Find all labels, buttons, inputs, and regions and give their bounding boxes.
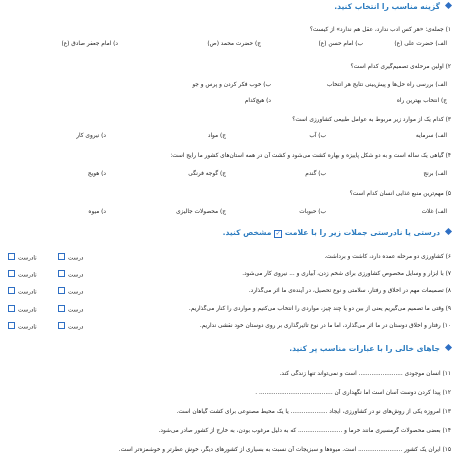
q4-option-c[interactable]: ج) گوجه فرنگی [188,171,226,177]
tf-row-6 [6,253,451,261]
false-checkbox[interactable] [8,253,15,260]
question-2: ۲) اولین مرحله‌ی تصمیم‌گیری کدام است؟ [350,64,451,70]
fill-blank-12: ۱۲) پیدا کردن دوست آسان است اما نگهداری آن ........................................ . [255,390,451,396]
tf-statement-10: ۱۰) رفتار و اخلاق دوستان در ما اثر می‌گذارد، اما ما در نوع تأثیرگذاری بر روی دوستان خود نقشی نداریم. [199,323,451,329]
question-4-options [6,170,451,178]
q2-option-a[interactable]: الف) بررسی راه حل‌ها و پیش‌بینی نتایج هر انتخاب [326,82,447,88]
section2-title: درستی یا نادرستی جملات زیر را با علامت [284,228,440,237]
false-checkbox[interactable] [8,322,15,329]
q2-option-b[interactable]: ب) خوب فکر کردن و پرس و جو [192,82,271,88]
false-checkbox[interactable] [8,305,15,312]
true-checkbox[interactable] [58,322,65,329]
true-label: درست [68,272,84,278]
true-checkbox[interactable] [58,270,65,277]
true-checkbox[interactable] [58,305,65,312]
true-option[interactable] [58,287,83,295]
q2-option-c[interactable]: ج) انتخاب بهترین راه [396,98,447,104]
q4-option-a[interactable]: الف) برنج [423,171,447,177]
tf-options-8 [6,287,111,295]
tf-options-7 [6,270,111,278]
false-label: نادرست [18,289,37,295]
diamond-bullet-icon [445,344,452,351]
true-checkbox[interactable] [58,253,65,260]
tf-statement-7: ۷) با ابزار و وسایل مخصوص کشاورزی برای شخم زدن، آبیاری و ... نیروی کار می‌شود. [242,271,451,277]
section2-title-tail: مشخص کنید. [222,228,272,237]
true-option[interactable] [58,253,83,261]
q3-option-d[interactable]: د) نیروی کار [76,133,106,139]
q1-option-c[interactable]: ج) حضرت محمد (ص) [207,41,261,47]
section2-heading [6,228,451,238]
q2-option-d[interactable]: د) هیچ‌کدام [244,98,271,104]
section3-title: جاهای خالی را با عبارات مناسب پر کنید. [289,344,440,353]
false-option[interactable] [8,287,37,295]
false-label: نادرست [18,324,37,330]
tf-statement-6: ۶) کشاورزی دو مرحله عمده دارد، کاشت و برداشت. [324,254,451,260]
section1-heading [6,2,451,12]
true-option[interactable] [58,270,83,278]
question-1-options [6,40,451,48]
tf-statement-8: ۸) تصمیمات مهم در اخلاق و رفتار، سلامتی و نوع تحصیل، در آینده‌ی ما اثر می‌گذارد. [248,288,451,294]
tf-options-9 [6,305,111,313]
true-option[interactable] [58,305,83,313]
question-1: ۱) جمله‌ی: «هر کس ادب ندارد، عقل هم ندارد» از کیست؟ [309,27,451,33]
section3-heading [6,344,451,354]
tf-row-10 [6,322,451,330]
q5-option-d[interactable]: د) میوه [88,209,106,215]
false-label: نادرست [18,255,37,261]
true-label: درست [68,324,84,330]
tf-options-6 [6,253,111,261]
tf-row-9 [6,305,451,313]
false-label: نادرست [18,272,37,278]
q1-option-d[interactable]: د) امام جعفر صادق (ع) [61,41,118,47]
tf-statement-9: ۹) وقتی ما تصمیم می‌گیریم یعنی از بین دو یا چند چیز، مواردی را انتخاب می‌کنیم و مواردی را کنار می‌گذاریم. [188,306,451,312]
q3-option-b[interactable]: ب) آب [309,133,326,139]
q3-option-c[interactable]: ج) مواد [207,133,226,139]
diamond-bullet-icon [445,2,452,9]
question-2-options-row2 [6,97,451,105]
section1-title: گزینه مناسب را انتخاب کنید. [334,2,440,11]
true-label: درست [68,307,84,313]
tf-row-8 [6,287,451,295]
true-label: درست [68,289,84,295]
question-2-options-row1 [6,81,451,89]
false-option[interactable] [8,253,37,261]
checkmark-box-icon: ✓ [275,230,281,237]
q1-option-a[interactable]: الف) حضرت علی (ع) [394,41,447,47]
false-option[interactable] [8,270,37,278]
true-option[interactable] [58,322,83,330]
question-3-options [6,132,451,140]
diamond-bullet-icon [445,228,452,235]
false-option[interactable] [8,305,37,313]
question-5-options [6,208,451,216]
tf-options-10 [6,322,111,330]
q5-option-c[interactable]: ج) محصولات جالیزی [176,209,226,215]
q4-option-d[interactable]: د) هویج [87,171,106,177]
fill-blank-14: ۱۴) بعضی محصولات گرمسیری مانند خرما و ........................ که به دلیل مرغوب بودن، به خارج از کشور صادر می‌شود. [158,428,451,434]
question-3: ۳) کدام یک از موارد زیر مربوط به عوامل طبیعی کشاورزی است؟ [292,117,451,123]
fill-blank-13: ۱۳) امروزه یکی از روش‌های نو در کشاورزی، ایجاد .................... یا یک محیط مصنوعی برای کشت گیاهان است. [176,409,451,415]
false-option[interactable] [8,322,37,330]
false-checkbox[interactable] [8,270,15,277]
false-checkbox[interactable] [8,287,15,294]
tf-row-7 [6,270,451,278]
false-label: نادرست [18,307,37,313]
q4-option-b[interactable]: ب) گندم [305,171,326,177]
true-checkbox[interactable] [58,287,65,294]
true-label: درست [68,255,84,261]
q5-option-a[interactable]: الف) غلات [421,209,447,215]
fill-blank-11: ۱۱) انسان موجودی ........................ است و نمی‌تواند تنها زندگی کند. [279,371,451,377]
q1-option-b[interactable]: ب) امام حسن (ع) [318,41,363,47]
q3-option-a[interactable]: الف) سرمایه [415,133,447,139]
question-4: ۴) گیاهی یک ساله است و به دو شکل پاییزه و بهاره کشت می‌شود و کشت آن در همه استان‌های کشور ما رایج است: [170,153,451,159]
q5-option-b[interactable]: ب) حبوبات [299,209,326,215]
question-5: ۵) مهم‌ترین منبع غذایی انسان کدام است؟ [349,191,451,197]
fill-blank-15: ۱۵) ایران یک کشور ........................ است. میوه‌ها و سبزیجات آن نسبت به بسیاری از کشورهای دیگر، خوش عطرتر و خوشمزه‌تر است. [118,447,451,453]
